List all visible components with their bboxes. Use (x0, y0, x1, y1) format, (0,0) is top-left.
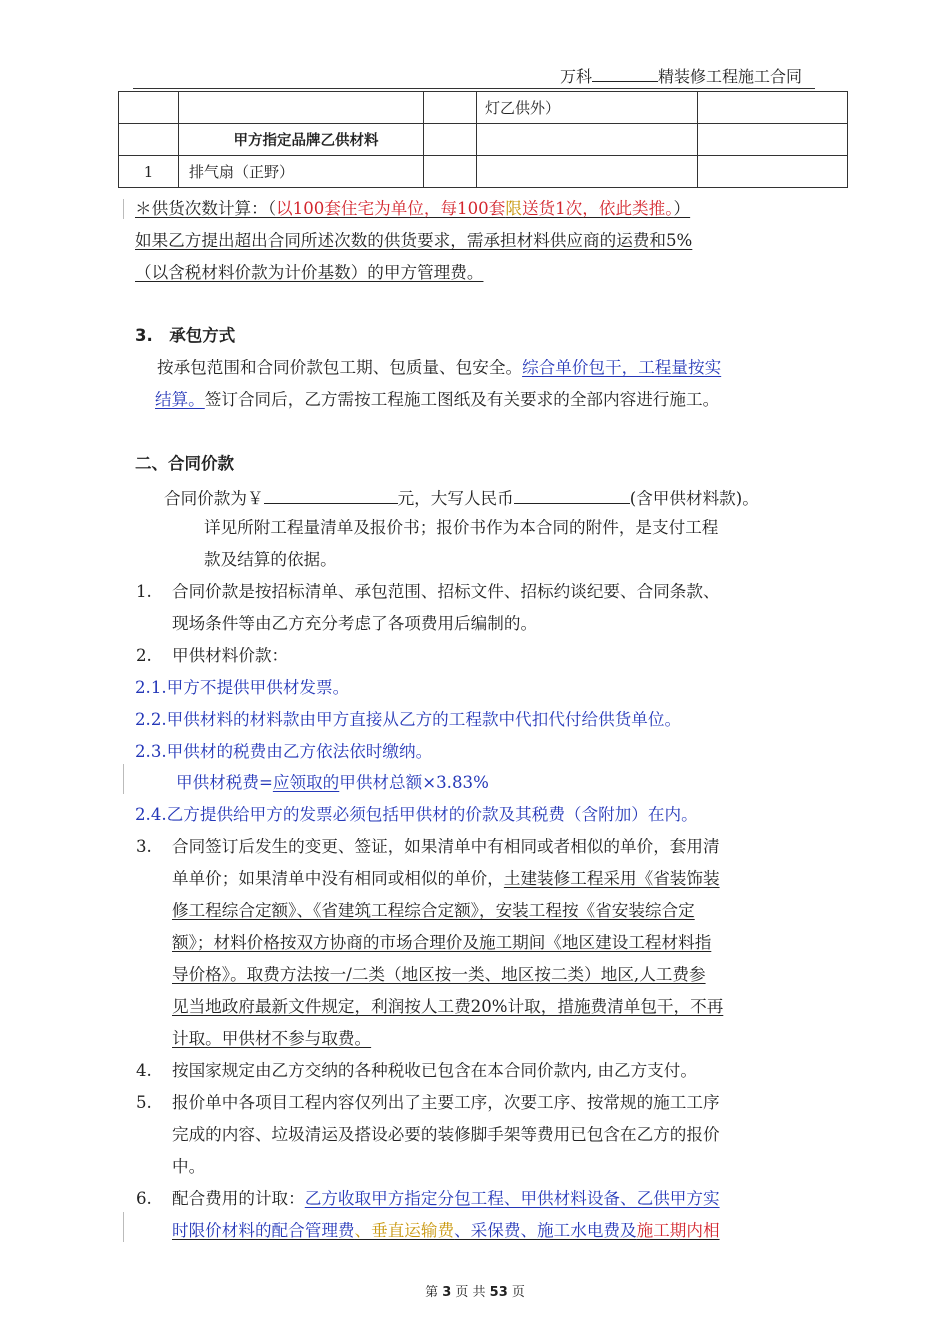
table-cell-desc: 灯乙供外） (477, 92, 698, 124)
header-right: 精装修工程施工合同 (658, 67, 803, 86)
page-total: 53 (489, 1285, 508, 1300)
table-row (119, 156, 848, 188)
revision-bar (123, 764, 124, 794)
list-number: 4. (136, 1061, 152, 1080)
supply-note-line2: 如果乙方提出超出合同所述次数的供货要求，需承担材料供应商的运费和5% (135, 231, 693, 250)
table-row (119, 124, 848, 156)
paragraph-line: 按承包范围和合同价款包工期、包质量、包安全。综合单价包干，工程量按实 (157, 358, 722, 377)
list-item-line: 按国家规定由乙方交纳的各种税收已包含在本合同价款内, 由乙方支付。 (172, 1061, 697, 1080)
list-item-line: 额》；材料价格按双方协商的市场合理价及施工期间《地区建设工程材料指 (172, 933, 712, 952)
part-heading: 二、合同价款 (135, 454, 234, 473)
list-item-line: 合同签订后发生的变更、签证，如果清单中有相同或者相似的单价，套用清 (172, 837, 720, 856)
list-item-line: 单单价；如果清单中没有相同或相似的单价，土建装修工程采用《省装饰装 (172, 869, 720, 888)
list-item-line: 甲供材料价款： (172, 646, 289, 665)
header-rule (133, 88, 815, 89)
list-item-line: 修工程综合定额》、《省建筑工程综合定额》，安装工程按《省安装综合定 (172, 901, 695, 920)
revision-bar (123, 1212, 124, 1242)
paragraph-line: 款及结算的依据。 (204, 550, 337, 569)
list-item-line: 时限价材料的配合管理费、垂直运输费、采保费、施工水电费及施工期内相 (172, 1221, 720, 1240)
price-blank (264, 486, 398, 504)
list-item-line: 见当地政府最新文件规定，利润按人工费20%计取，措施费清单包干，不再 (172, 997, 724, 1016)
list-number: 2. (136, 646, 152, 665)
list-item-line: 中。 (172, 1157, 206, 1176)
paragraph-line: 结算。签订合同后，乙方需按工程施工图纸及有关要求的全部内容进行施工。 (155, 390, 720, 409)
header-blank (592, 67, 658, 82)
list-item-line: 报价单中各项目工程内容仅列出了主要工序，次要工序、按常规的施工工序 (172, 1093, 720, 1112)
page-number: 3 (442, 1285, 452, 1300)
supply-note-line1: ＊供货次数计算：（以100套住宅为单位，每100套限送货1次，依此类推。） (135, 199, 691, 218)
paragraph-line: 详见所附工程量清单及报价书；报价书作为本合同的附件，是支付工程 (204, 518, 719, 537)
table-section-title: 甲方指定品牌乙供材料 (179, 124, 424, 156)
sub-item: 2.1.甲方不提供甲供材发票。 (135, 678, 350, 697)
section-heading: 3. 承包方式 (135, 326, 236, 345)
header-left: 万科 (560, 67, 593, 86)
tax-formula: 甲供材税费=应领取的甲供材总额×3.83% (176, 773, 489, 792)
list-item-line: 计取。甲供材不参与取费。 (172, 1029, 372, 1048)
list-number: 6. (136, 1189, 152, 1208)
table-row (119, 92, 848, 124)
sub-item: 2.2.甲供材料的材料款由甲方直接从乙方的工程款中代扣代付给供货单位。 (135, 710, 682, 729)
list-number: 3. (136, 837, 152, 856)
contract-price-line: 合同价款为￥ 元，大写人民币 (含甲供材料款)。 (164, 486, 759, 509)
table-cell-no: 1 (119, 156, 179, 188)
price-words-blank (514, 486, 630, 504)
list-number: 5. (136, 1093, 152, 1112)
revision-bar (123, 199, 124, 219)
materials-table (118, 91, 848, 188)
list-item-line: 合同价款是按招标清单、承包范围、招标文件、招标约谈纪要、合同条款、 (172, 582, 720, 601)
sub-item: 2.3.甲供材的税费由乙方依法依时缴纳。 (135, 742, 433, 761)
table-cell-name: 排气扇（正野） (179, 156, 424, 188)
list-item-line: 配合费用的计取：乙方收取甲方指定分包工程、甲供材料设备、乙供甲方实 (172, 1189, 720, 1208)
list-item-line: 完成的内容、垃圾清运及搭设必要的装修脚手架等费用已包含在乙方的报价 (172, 1125, 720, 1144)
page-header (560, 64, 802, 87)
list-item-line: 导价格》。取费方法按一/二类（地区按一类、地区按二类）地区,人工费参 (172, 965, 706, 984)
supply-note-line3: （以含税材料价款为计价基数）的甲方管理费。 (135, 263, 484, 282)
list-number: 1. (136, 582, 152, 601)
sub-item: 2.4.乙方提供给甲方的发票必须包括甲供材的价款及其税费（含附加）在内。 (135, 805, 698, 824)
page-footer: 第 3 页 共 53 页 (425, 1285, 525, 1300)
list-item-line: 现场条件等由乙方充分考虑了各项费用后编制的。 (172, 614, 538, 633)
